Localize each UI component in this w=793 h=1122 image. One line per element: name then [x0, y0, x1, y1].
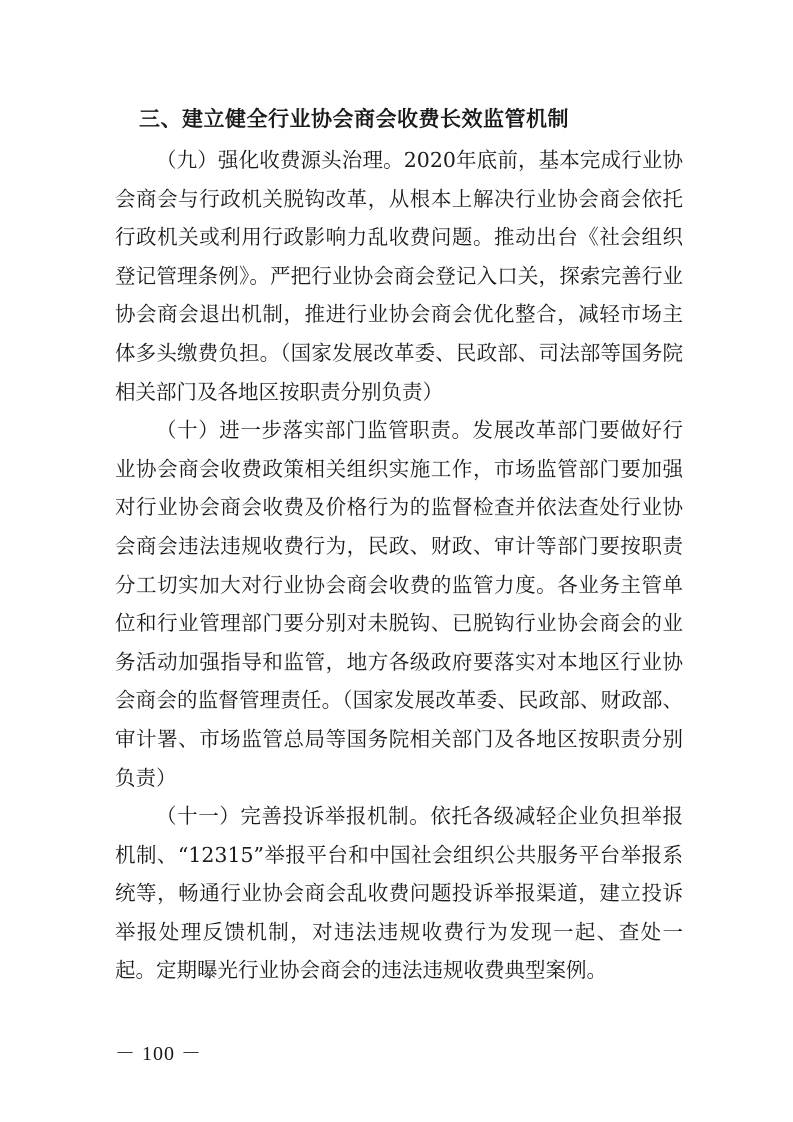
paragraph-10: （十）进一步落实部门监管职责。发展改革部门要做好行业协会商会收费政策相关组织实施工作，市场监管部门要加强对行业协会商会收费及价格行为的监督检查并依法查处行业协会商会违法违规收费行为，民政、财政、审计等部门要按职责分工切实加大对行业协会商会收费的监管力度。各业务主管单位和行业管理部门要分别对未脱钩、已脱钩行业协会商会的业务活动加强指导和监管，地方各级政府要落实对本地区行业协会商会的监督管理责任。（国家发展改革委、民政部、财政部、审计署、市场监管总局等国务院相关部门及各地区按职责分别负责）: [115, 418, 683, 790]
paragraph-11: （十一）完善投诉举报机制。依托各级减轻企业负担举报机制、“12315”举报平台和中国社会组织公共服务平台举报系统等，畅通行业协会商会乱收费问题投诉举报渠道，建立投诉举报处理反馈机制，对违法违规收费行为发现一起、查处一起。定期曝光行业协会商会的违法违规收费典型案例。: [115, 804, 683, 983]
section-heading: 三、建立健全行业协会商会收费长效监管机制: [139, 107, 569, 131]
page-number: － 100 －: [115, 1043, 202, 1065]
paragraph-9: （九）强化收费源头治理。2020年底前，基本完成行业协会商会与行政机关脱钩改革，从根本上解决行业协会商会依托行政机关或利用行政影响力乱收费问题。推动出台《社会组织登记管理条例》。严把行业协会商会登记入口关，探索完善行业协会商会退出机制，推进行业协会商会优化整合，减轻市场主体多头缴费负担。（国家发展改革委、民政部、司法部等国务院相关部门及各地区按职责分别负责）: [115, 148, 683, 404]
body-text: [115, 141, 683, 990]
